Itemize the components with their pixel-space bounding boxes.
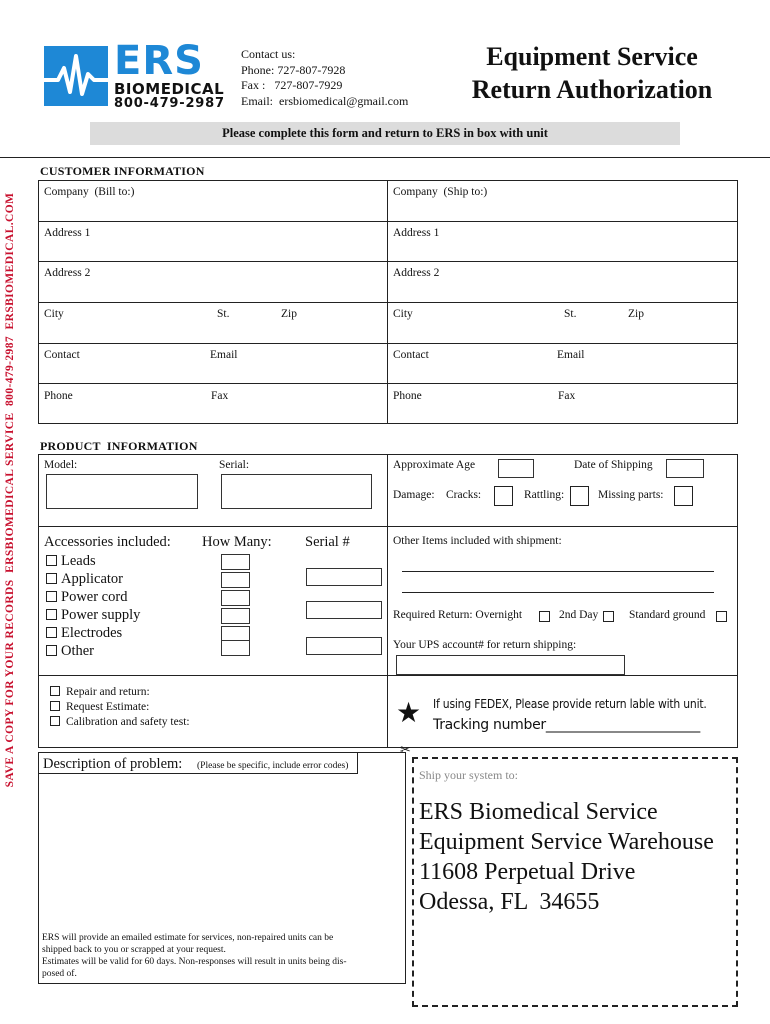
approx-age-input[interactable] (498, 459, 534, 478)
logo-biomedical-text: BIOMEDICAL (114, 80, 225, 98)
customer-row-line (38, 302, 738, 303)
contact-fax: Fax : 727-807-7929 (241, 78, 343, 92)
contact-phone: Phone: 727-807-7928 (241, 62, 346, 77)
ship-city-field[interactable]: City (393, 308, 413, 320)
accessory-label: Power cord (61, 589, 128, 605)
ups-account-input[interactable] (396, 655, 625, 675)
description-footer (42, 932, 382, 980)
service-label: Request Estimate: (66, 701, 150, 713)
how-many-input[interactable] (221, 572, 250, 588)
service-checkbox[interactable] (50, 701, 60, 711)
how-many-input[interactable] (221, 608, 250, 624)
star-icon: ★ (396, 696, 422, 729)
ship-fax-field[interactable]: Fax (558, 390, 576, 402)
scissors-icon: ✂ (400, 743, 411, 758)
address-line: 11608 Perpetual Drive (419, 859, 636, 885)
bill-address2-field[interactable]: Address 2 (44, 267, 91, 279)
service-label: Calibration and safety test: (66, 716, 190, 728)
service-option[interactable] (50, 701, 149, 713)
ship-contact-field[interactable]: Contact (393, 349, 429, 361)
serial-number-input[interactable] (306, 601, 382, 619)
rattling-checkbox[interactable] (570, 486, 589, 506)
second-day-checkbox[interactable] (603, 611, 614, 622)
accessory-item[interactable] (46, 607, 140, 624)
overnight-checkbox[interactable] (539, 611, 550, 622)
logo-ers-text: ERS (114, 38, 204, 84)
other-items-line[interactable] (402, 592, 714, 593)
bill-zip-field[interactable]: Zip (281, 308, 297, 320)
accessories-title: Accessories included: (44, 534, 171, 550)
cracks-checkbox[interactable] (494, 486, 513, 506)
accessory-label: Applicator (61, 571, 124, 587)
ship-state-field[interactable]: St. (564, 308, 577, 320)
cracks-label: Cracks: (446, 489, 482, 501)
serial-number-input[interactable] (306, 568, 382, 586)
ship-email-field[interactable]: Email (557, 349, 585, 361)
bill-city-field[interactable]: City (44, 308, 64, 320)
accessory-checkbox[interactable] (46, 573, 57, 584)
ship-zip-field[interactable]: Zip (628, 308, 644, 320)
company-logo (44, 38, 232, 111)
footer-line: posed of. (42, 969, 77, 979)
title-line-1: Equipment Service (486, 42, 698, 71)
address-line: ERS Biomedical Service (419, 799, 658, 825)
serial-number-title: Serial # (305, 534, 350, 550)
instruction-banner: Please complete this form and return to ERS in box with unit (90, 122, 680, 145)
how-many-input[interactable] (221, 554, 250, 570)
description-title: Description of problem: (43, 756, 183, 772)
accessory-label: Electrodes (61, 625, 123, 641)
footer-line: Estimates will be valid for 60 days. Non-responses will result in units being dis- (42, 957, 347, 967)
product-section-title: PRODUCT INFORMATION (40, 439, 198, 453)
accessory-item[interactable] (46, 643, 94, 660)
fedex-note: If using FEDEX, Please provide return lable with unit. (433, 697, 707, 711)
how-many-input[interactable] (221, 640, 250, 656)
accessory-item[interactable] (46, 571, 123, 588)
model-label: Model: (44, 459, 78, 471)
model-input[interactable] (46, 474, 198, 509)
product-row-line (38, 675, 738, 676)
accessory-checkbox[interactable] (46, 591, 57, 602)
accessory-checkbox[interactable] (46, 627, 57, 638)
date-shipping-label: Date of Shipping (574, 459, 653, 471)
ship-address1-field[interactable]: Address 1 (393, 227, 440, 239)
product-divider-v (387, 454, 388, 748)
missing-parts-checkbox[interactable] (674, 486, 693, 506)
shipping-address (419, 797, 714, 917)
accessory-item[interactable] (46, 553, 96, 570)
date-shipping-input[interactable] (666, 459, 704, 478)
standard-ground-label: Standard ground (629, 609, 706, 621)
page-title (452, 40, 732, 106)
other-items-label: Other Items included with shipment: (393, 535, 562, 547)
contact-email: Email: ersbiomedical@gmail.com (241, 93, 409, 108)
bill-fax-field[interactable]: Fax (211, 390, 229, 402)
service-checkbox[interactable] (50, 716, 60, 726)
service-label: Repair and return: (66, 686, 150, 698)
contact-title: Contact us: (241, 47, 296, 61)
footer-line: ERS will provide an emailed estimate for services, non-repaired units can be (42, 933, 334, 943)
header-divider (0, 157, 770, 158)
how-many-title: How Many: (202, 534, 272, 550)
ship-to-label: Ship your system to: (419, 768, 519, 782)
other-items-line[interactable] (402, 571, 714, 572)
how-many-input[interactable] (221, 590, 250, 606)
bill-contact-field[interactable]: Contact (44, 349, 80, 361)
customer-row-line (38, 221, 738, 222)
heartbeat-logo-icon (44, 42, 110, 108)
customer-row-line (38, 261, 738, 262)
accessory-item[interactable] (46, 625, 122, 642)
accessory-checkbox[interactable] (46, 645, 57, 656)
ship-phone-field[interactable]: Phone (393, 390, 422, 402)
serial-number-input[interactable] (306, 637, 382, 655)
missing-parts-label: Missing parts: (598, 489, 664, 501)
accessory-checkbox[interactable] (46, 555, 57, 566)
customer-row-line (38, 343, 738, 344)
bill-phone-field[interactable]: Phone (44, 390, 73, 402)
sidebar-vertical-text: SAVE A COPY FOR YOUR RECORDS ERSBIOMEDICAL SERVICE 800-479-2987 ERSBIOMEDICAL.COM (4, 192, 16, 788)
bill-address1-field[interactable]: Address 1 (44, 227, 91, 239)
tracking-number-field[interactable]: Tracking number_______________________ (433, 717, 700, 733)
serial-label: Serial: (219, 459, 250, 471)
customer-section-title: CUSTOMER INFORMATION (40, 164, 205, 178)
serial-input[interactable] (221, 474, 372, 509)
accessory-checkbox[interactable] (46, 609, 57, 620)
required-return-label: Required Return: Overnight (393, 609, 523, 621)
ship-address2-field[interactable]: Address 2 (393, 267, 440, 279)
ship-to-field[interactable]: Company (Ship to:) (393, 186, 488, 198)
bill-email-field[interactable]: Email (210, 349, 238, 361)
approx-age-label: Approximate Age (393, 459, 476, 471)
bill-to-field[interactable]: Company (Bill to:) (44, 186, 135, 198)
accessory-label: Other (61, 643, 95, 659)
description-hint: (Please be specific, include error codes) (197, 761, 349, 771)
footer-line: shipped back to you or scrapped at your request. (42, 945, 226, 955)
logo-phone-text: 800-479-2987 (114, 96, 225, 111)
accessory-item[interactable] (46, 589, 127, 606)
service-checkbox[interactable] (50, 686, 60, 696)
rattling-label: Rattling: (524, 489, 565, 501)
bill-state-field[interactable]: St. (217, 308, 230, 320)
accessory-label: Power supply (61, 607, 141, 623)
address-line: Odessa, FL 34655 (419, 889, 600, 915)
customer-row-line (38, 383, 738, 384)
address-line: Equipment Service Warehouse (419, 829, 714, 855)
contact-block (241, 47, 408, 109)
damage-label: Damage: (393, 489, 435, 501)
second-day-label: 2nd Day (559, 609, 599, 621)
accessory-label: Leads (61, 553, 96, 569)
ups-account-label: Your UPS account# for return shipping: (393, 639, 577, 651)
standard-ground-checkbox[interactable] (716, 611, 727, 622)
title-line-2: Return Authorization (471, 75, 713, 104)
service-option[interactable] (50, 716, 190, 728)
product-row-line (38, 526, 738, 527)
service-option[interactable] (50, 686, 150, 698)
